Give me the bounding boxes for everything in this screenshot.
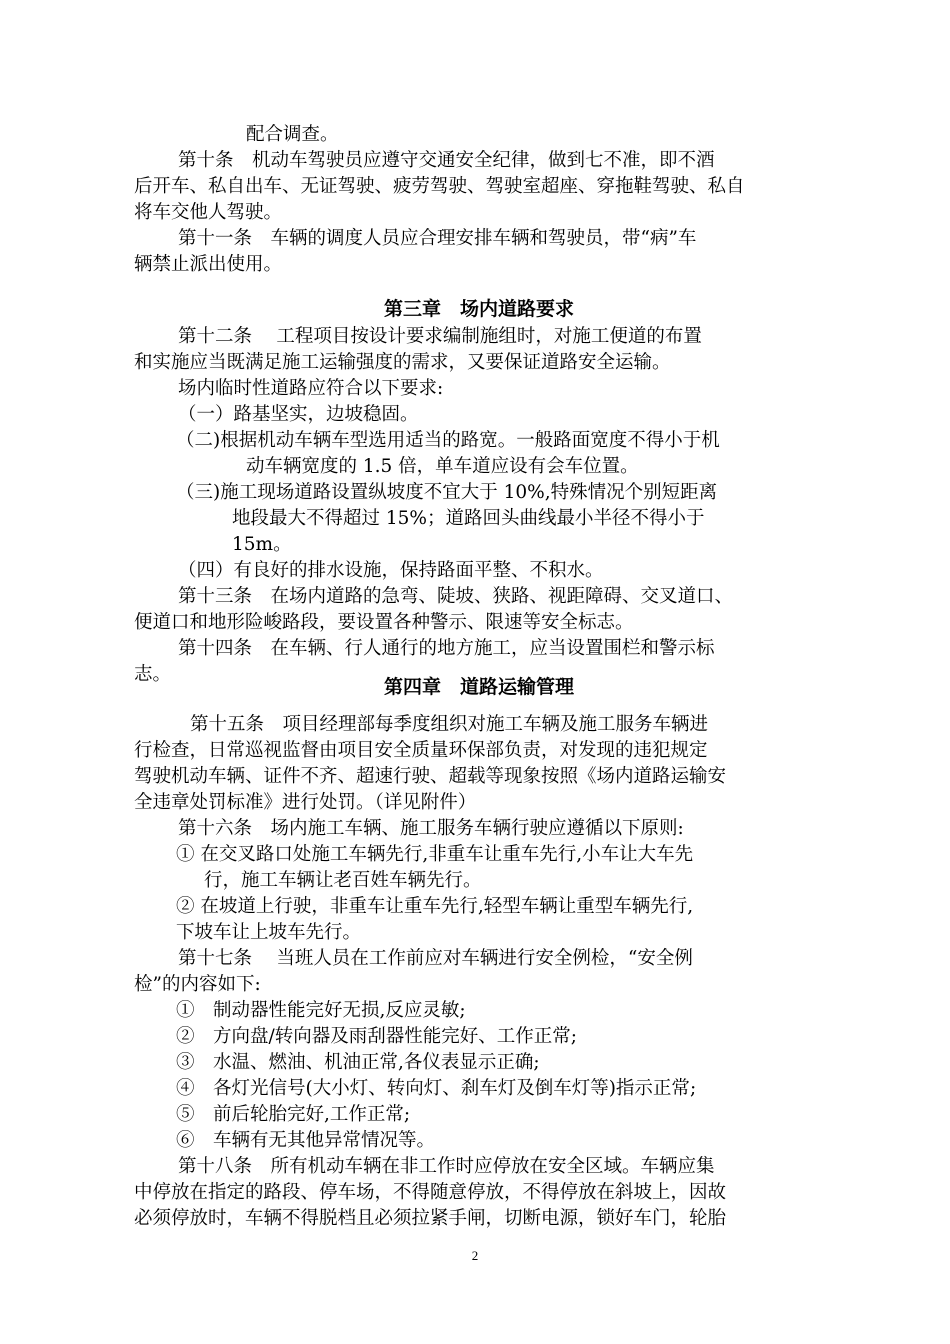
text-line: 行检查，日常巡视监督由项目安全质量环保部负责，对发现的违犯规定 [134,740,708,761]
text-line: 场内临时性道路应符合以下要求: [178,378,444,399]
text-line: 辆禁止派出使用。 [134,254,283,275]
text-line: 后开车、私自出车、无证驾驶、疲劳驾驶、驾驶室超座、穿拖鞋驾驶、私自 [134,176,745,197]
text-line: 全违章处罚标准》进行处罚。（详见附件） [134,792,477,813]
text-line: 第十三条 在场内道路的急弯、陡坡、狭路、视距障碍、交叉道口、 [178,586,734,607]
page-number: 2 [471,1248,479,1263]
text-line: 和实施应当既满足施工运输强度的需求，又要保证道路安全运输。 [134,352,671,373]
text-line: 行，施工车辆让老百姓车辆先行。 [204,870,482,891]
text-line: ② 方向盘/转向器及雨刮器性能完好、工作正常; [176,1026,577,1047]
text-line: 配合调查。 [246,124,339,145]
text-line: ⑤ 前后轮胎完好,工作正常; [176,1104,411,1125]
text-line: ④ 各灯光信号(大小灯、转向灯、刹车灯及倒车灯等)指示正常; [176,1078,697,1099]
text-line: ① 制动器性能完好无损,反应灵敏; [176,1000,466,1021]
text-line: 动车辆宽度的 1.5 倍，单车道应设有会车位置。 [246,456,639,477]
text-line: 第十四条 在车辆、行人通行的地方施工，应当设置围栏和警示标 [178,638,715,659]
text-line: 地段最大不得超过 15%；道路回头曲线最小半径不得小于 [232,508,705,529]
text-line: （二)根据机动车辆车型选用适当的路宽。一般路面宽度不得小于机 [176,430,720,451]
text-line: 将车交他人驾驶。 [134,202,283,223]
text-line: 第十二条 工程项目按设计要求编制施组时，对施工便道的布置 [178,326,702,347]
text-line: ⑥ 车辆有无其他异常情况等。 [176,1130,436,1151]
text-line: 检”的内容如下: [134,974,261,995]
text-line: ③ 水温、燃油、机油正常,各仪表显示正确; [176,1052,540,1073]
text-line: 第十六条 场内施工车辆、施工服务车辆行驶应遵循以下原则: [178,818,684,839]
text-line: 志。 [134,664,172,685]
text-line: 第十条 机动车驾驶员应遵守交通安全纪律，做到七不准，即不酒 [178,150,715,171]
chapter-heading: 第三章 场内道路要求 [383,298,574,320]
text-line: （四）有良好的排水设施，保持路面平整、不积水。 [178,560,604,581]
text-line: 便道口和地形险峻路段，要设置各种警示、限速等安全标志。 [134,612,634,633]
text-line: 驾驶机动车辆、证件不齐、超速行驶、超载等现象按照《场内道路运输安 [134,766,727,787]
text-line: 中停放在指定的路段、停车场，不得随意停放，不得停放在斜坡上，因故 [134,1182,727,1203]
text-line: 必须停放时，车辆不得脱档且必须拉紧手闸，切断电源，锁好车门，轮胎 [134,1208,727,1229]
text-line: （三)施工现场道路设置纵坡度不宜大于 10%,特殊情况个别短距离 [176,482,718,503]
chapter-heading: 第四章 道路运输管理 [383,676,574,698]
text-line: （一）路基坚实，边坡稳固。 [178,404,419,425]
text-line: 第十八条 所有机动车辆在非工作时应停放在安全区域。车辆应集 [178,1156,715,1177]
text-line: ② 在坡道上行驶，非重车让重车先行,轻型车辆让重型车辆先行, [176,896,694,917]
text-line: 15m。 [232,534,292,555]
text-line: 第十五条 项目经理部每季度组织对施工车辆及施工服务车辆进 [190,714,709,735]
text-line: ① 在交叉路口处施工车辆先行,非重车让重车先行,小车让大车先 [176,844,694,865]
text-line: 第十七条 当班人员在工作前应对车辆进行安全例检，“安全例 [178,948,693,969]
text-line: 第十一条 车辆的调度人员应合理安排车辆和驾驶员，带“病”车 [178,228,697,249]
text-line: 下坡车让上坡车先行。 [176,922,362,943]
